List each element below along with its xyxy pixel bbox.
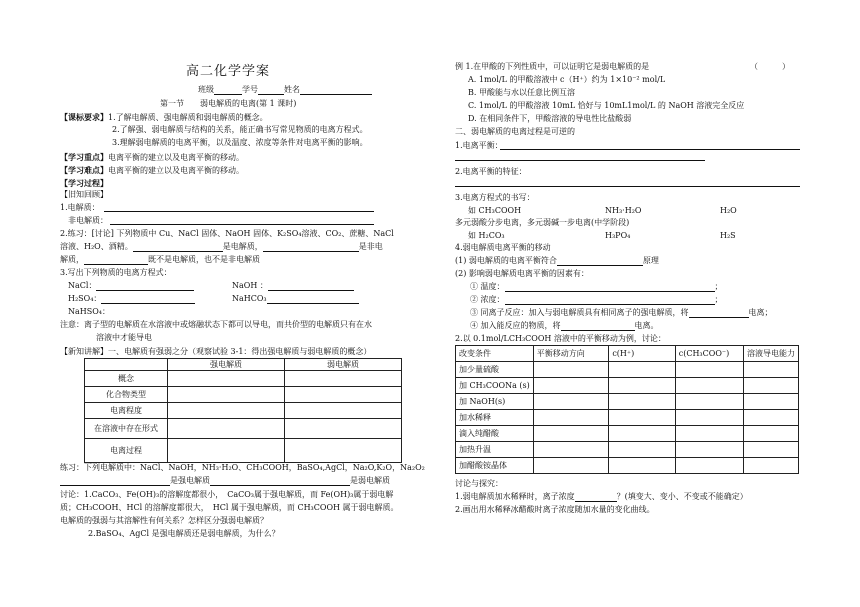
table-row-label: 电离过程 <box>85 439 168 463</box>
goals-row-1: 【课标要求】1.了解电解质、强电解质和弱电解质的概念。 <box>60 112 268 122</box>
new-knowledge: 【新知讲解】一、电解质有强弱之分（观察试验 3-1：得出强电解质与弱电解质的概念） <box>60 347 372 356</box>
explore-label: 讨论与探究： <box>455 479 503 488</box>
p2-features: 2.电离平衡的特征： <box>455 167 527 176</box>
exercise-blank-1[interactable] <box>60 477 170 486</box>
factor-temperature: ① 温度： ； <box>470 282 723 291</box>
eq-acetic: 如 CH₃COOH <box>468 206 522 215</box>
table-row: 加热升温 <box>456 442 534 458</box>
eq-h2s: H₂S <box>720 231 736 240</box>
hard-point: 【学习难点】电离平衡的建立以及电离平衡的移动。 <box>60 165 244 175</box>
discussion-4: 2.BaSO₄、AgCl 是强电解质还是弱电解质，为什么？ <box>88 529 280 538</box>
table-row: 加水稀释 <box>456 410 534 426</box>
table-row-label: 在溶液中存在形式 <box>85 419 168 439</box>
table-header: c(H⁺) <box>609 346 675 362</box>
p4-shift: 4.弱电解质电离平衡的移动 <box>455 243 551 252</box>
process-label: 【学习过程】 <box>60 178 108 188</box>
number-blank[interactable] <box>258 86 284 95</box>
goals-row-3: 3.理解弱电解质的电离平衡，以及温度、浓度等条件对电离平衡的影响。 <box>112 138 368 147</box>
eq-nahco3-blank[interactable] <box>267 295 359 304</box>
eq-h2so4-blank[interactable] <box>101 295 195 304</box>
discussion-3: 电解质的强弱与其溶解性有何关系？怎样区分强弱电解质？ <box>60 516 268 525</box>
exercise-blank-2[interactable] <box>210 477 350 486</box>
table-header: 强电解质 <box>168 359 285 371</box>
answer-paren[interactable]: （ ） <box>750 62 790 71</box>
p3-equations: 3.电离方程式的书写： <box>455 193 535 202</box>
q2-line-3: 解质， 既不是电解质，也不是非电解质 <box>60 255 260 264</box>
eq-phosphoric: H₃PO₄ <box>605 231 631 240</box>
eq-nacl-blank[interactable] <box>96 282 194 291</box>
page-title: 高二化学学案 <box>186 64 271 79</box>
table-row-label: 电离程度 <box>85 403 168 419</box>
discussion-2: 质；CH₃COOH、HCl 的溶解度都很大， HCl 属于强电解质，而 CH₃COOH 属于弱电解质。 <box>60 503 399 512</box>
table-row-label: 概念 <box>85 371 168 387</box>
review-label: 【旧知回顾】 <box>60 190 108 199</box>
multi-step-note: 多元弱酸分步电离，多元弱碱一步电离(中学阶段) <box>455 218 630 227</box>
table-row-label: 化合物类型 <box>85 387 168 403</box>
key-point: 【学习重点】电离平衡的建立以及电离平衡的移动。 <box>60 152 244 162</box>
explore-2: 2.画出用水稀释冰醋酸时离子浓度随加水量的变化曲线。 <box>455 505 655 514</box>
section-two: 二、弱电解质的电离过程是可逆的 <box>455 127 575 136</box>
option-c: C. 1mol/L 的甲酸溶液 10mL 恰好与 10mL1mol/L 的 NaOH 溶液完全反应 <box>468 101 745 110</box>
option-d: D. 在相同条件下，甲酸溶液的导电性比盐酸弱 <box>468 114 632 123</box>
temperature-blank[interactable] <box>505 283 715 292</box>
q3-heading: 3.写出下列物质的电离方程式： <box>60 268 172 277</box>
eq-nahco3: NaHCO₃ <box>232 294 359 304</box>
class-blank[interactable] <box>214 86 242 95</box>
p2-blank[interactable] <box>455 186 800 187</box>
principle-blank[interactable] <box>557 257 643 266</box>
shift-1: (1) 弱电解质的电离平衡符合 原理 <box>455 256 659 265</box>
q2-blank-2[interactable] <box>263 243 359 252</box>
eq-naoh: NaOH ： <box>232 281 354 291</box>
reaction-blank[interactable] <box>561 322 635 331</box>
table-row: 加少量硫酸 <box>456 362 534 378</box>
table-intro: 2.以 0.1mol/LCH₃COOH 溶液中的平衡移动为例，讨论： <box>455 334 666 343</box>
exercise-line-2: 是强电解质 是弱电解质 <box>60 476 390 486</box>
option-b: B. 甲酸能与水以任意比例互溶 <box>468 88 575 97</box>
name-blank[interactable] <box>300 86 372 95</box>
eq-nacl: NaCl： <box>68 281 194 291</box>
eq-nahso4: NaHSO₄： <box>68 307 110 316</box>
table-row: 滴入纯醋酸 <box>456 426 534 442</box>
equilibrium-table <box>455 345 799 474</box>
concentration-blank[interactable] <box>505 296 715 305</box>
eq-carbonic: 如 H₂CO₃ <box>468 231 505 240</box>
table-header: 改变条件 <box>456 346 534 362</box>
eq-water: H₂O <box>720 206 737 215</box>
table-row: 加 CH₃COONa (s) <box>456 378 534 394</box>
note-line-1: 注意：离子型的电解质在水溶液中或熔融状态下都可以导电，而共价型的电解质只有在水 <box>60 320 372 329</box>
p1-blank-a[interactable] <box>500 149 800 150</box>
electrolyte-table <box>84 358 402 463</box>
option-a: A. 1mol/L 的甲酸溶液中 c（H⁺）约为 1×10⁻² mol/L <box>468 75 666 84</box>
table-header: 溶液导电能力 <box>744 346 799 362</box>
factor-reaction: ④ 加入能反应的物质，将 电离。 <box>470 321 659 330</box>
discussion-1: 讨论：1.CaCO₃、Fe(OH)₃的溶解度都很小， CaCO₃属于强电解质，而 Fe(OH)₃属于弱电解 <box>60 490 394 499</box>
explore-blank[interactable] <box>575 493 617 502</box>
q1-non-electrolyte: 非电解质： <box>68 216 108 225</box>
table-header: c(CH₃COO⁻) <box>675 346 743 362</box>
shift-2: (2) 影响弱电解质电离平衡的因素有： <box>455 269 589 278</box>
q1-blank-a[interactable] <box>104 211 374 212</box>
factor-common-ion: ③ 同离子反应：加入与弱电解质具有相同离子的强电解质，将 电离； <box>470 308 773 317</box>
q2-blank-3[interactable] <box>84 256 148 265</box>
q1-blank-b[interactable] <box>110 224 374 225</box>
table-header <box>85 359 168 371</box>
eq-ammonia: NH₃·H₂O <box>605 206 642 215</box>
eq-h2so4: H₂SO₄： <box>68 294 195 304</box>
exercise-line-1: 练习：下列电解质中：NaCl、NaOH，NH₃·H₂O、CH₃COOH，BaSO₄,AgCl，Na₂O,K₂O，Na₂O₂ <box>60 463 425 472</box>
p1-equilibrium: 1.电离平衡： <box>455 141 503 150</box>
goals-row-2: 2.了解强、弱电解质与结构的关系，能正确书写常见物质的电离方程式。 <box>112 125 368 134</box>
eq-naoh-blank[interactable] <box>268 282 354 291</box>
common-ion-blank[interactable] <box>689 309 749 318</box>
table-row: 加 NaOH(s) <box>456 394 534 410</box>
q1-electrolyte: 1.电解质： <box>60 203 100 212</box>
class-line: 班级 学号 姓名 <box>198 85 372 95</box>
note-line-2: 溶液中才能导电 <box>96 333 152 342</box>
table-header: 弱电解质 <box>285 359 402 371</box>
p1-blank-b[interactable] <box>455 160 705 161</box>
factor-concentration: ② 浓度： ； <box>470 295 723 304</box>
table-header: 平衡移动方向 <box>533 346 609 362</box>
example-1: 例 1.在甲酸的下列性质中，可以证明它是弱电解质的是 <box>455 62 650 71</box>
explore-1: 1.弱电解质加水稀释时，离子浓度 ？(填变大、变小、不变或不能确定） <box>455 492 748 501</box>
table-row: 加醋酸铵晶体 <box>456 458 534 474</box>
section-heading: 第一节 弱电解质的电离(第 1 课时) <box>160 99 297 108</box>
q2-line-2: 溶液、H₂O、酒精。 是电解质， 是非电 <box>60 242 383 251</box>
q2-line-1: 2.练习：[讨论] 下列物质中 Cu、NaCl 固体、NaOH 固体、K₂SO₄溶液、CO₂、蔗糖、NaCl <box>60 229 394 238</box>
q2-blank-1[interactable] <box>133 243 223 252</box>
